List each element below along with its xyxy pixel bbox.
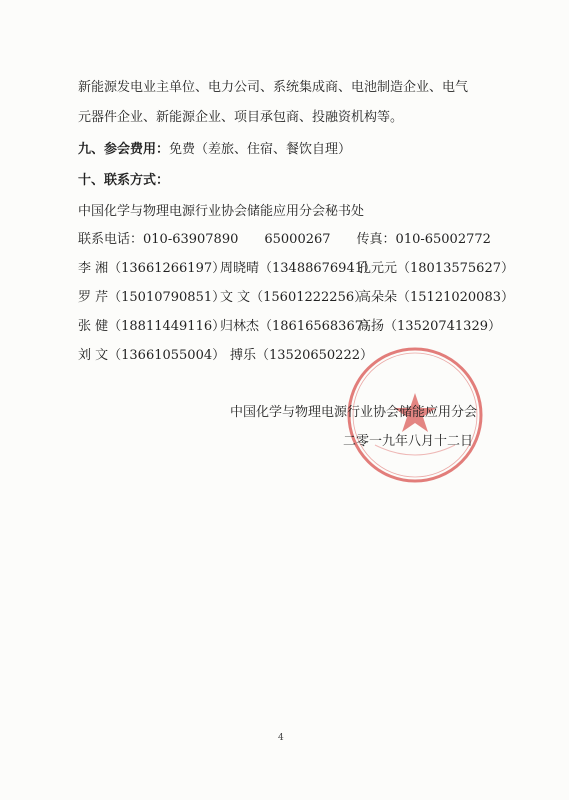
paragraph-line-2: 元器件企业、新能源企业、项目承包商、投融资机构等。 [78, 110, 404, 125]
contact-person: 周晓晴（13488676941） [220, 261, 376, 276]
paragraph-line-1: 新能源发电业主单位、电力公司、系统集成商、电池制造企业、电气 [78, 80, 469, 95]
contact-person: 张 健（18811449116） [78, 319, 226, 334]
section-9-heading: 九、参会费用： [78, 142, 170, 157]
contact-person: 高扬（13520741329） [358, 319, 501, 334]
contact-person: 孔元元（18013575627） [358, 261, 514, 276]
signature-org: 中国化学与物理电源行业协会储能应用分会 [230, 405, 478, 420]
contact-person: 高朵朵（15121020083） [358, 290, 514, 305]
section-9 [78, 142, 351, 158]
contact-person: 李 湘（13661266197） [78, 261, 226, 276]
contact-row-1 [78, 261, 514, 277]
page-number: 4 [278, 733, 284, 743]
contact-person: 文 文（15601222256） [220, 290, 368, 305]
contact-row-3 [78, 319, 501, 335]
section-10-heading: 十、联系方式： [78, 173, 170, 188]
contact-phone: 联系电话：010-63907890 65000267 传真：010-65002772 [78, 232, 491, 247]
contact-org: 中国化学与物理电源行业协会储能应用分会秘书处 [78, 204, 365, 219]
section-9-text: 免费（差旅、住宿、餐饮自理） [169, 142, 352, 157]
contact-row-2 [78, 290, 514, 306]
contact-row-4 [78, 348, 373, 364]
signature-date: 二零一九年八月十二日 [343, 434, 474, 449]
contact-person: 搏乐（13520650222） [230, 348, 373, 363]
contact-person: 刘 文（13661055004） [78, 348, 226, 363]
contact-person: 罗 芹（15010790851） [78, 290, 226, 305]
contact-person: 归林杰（18616568367） [220, 319, 376, 334]
